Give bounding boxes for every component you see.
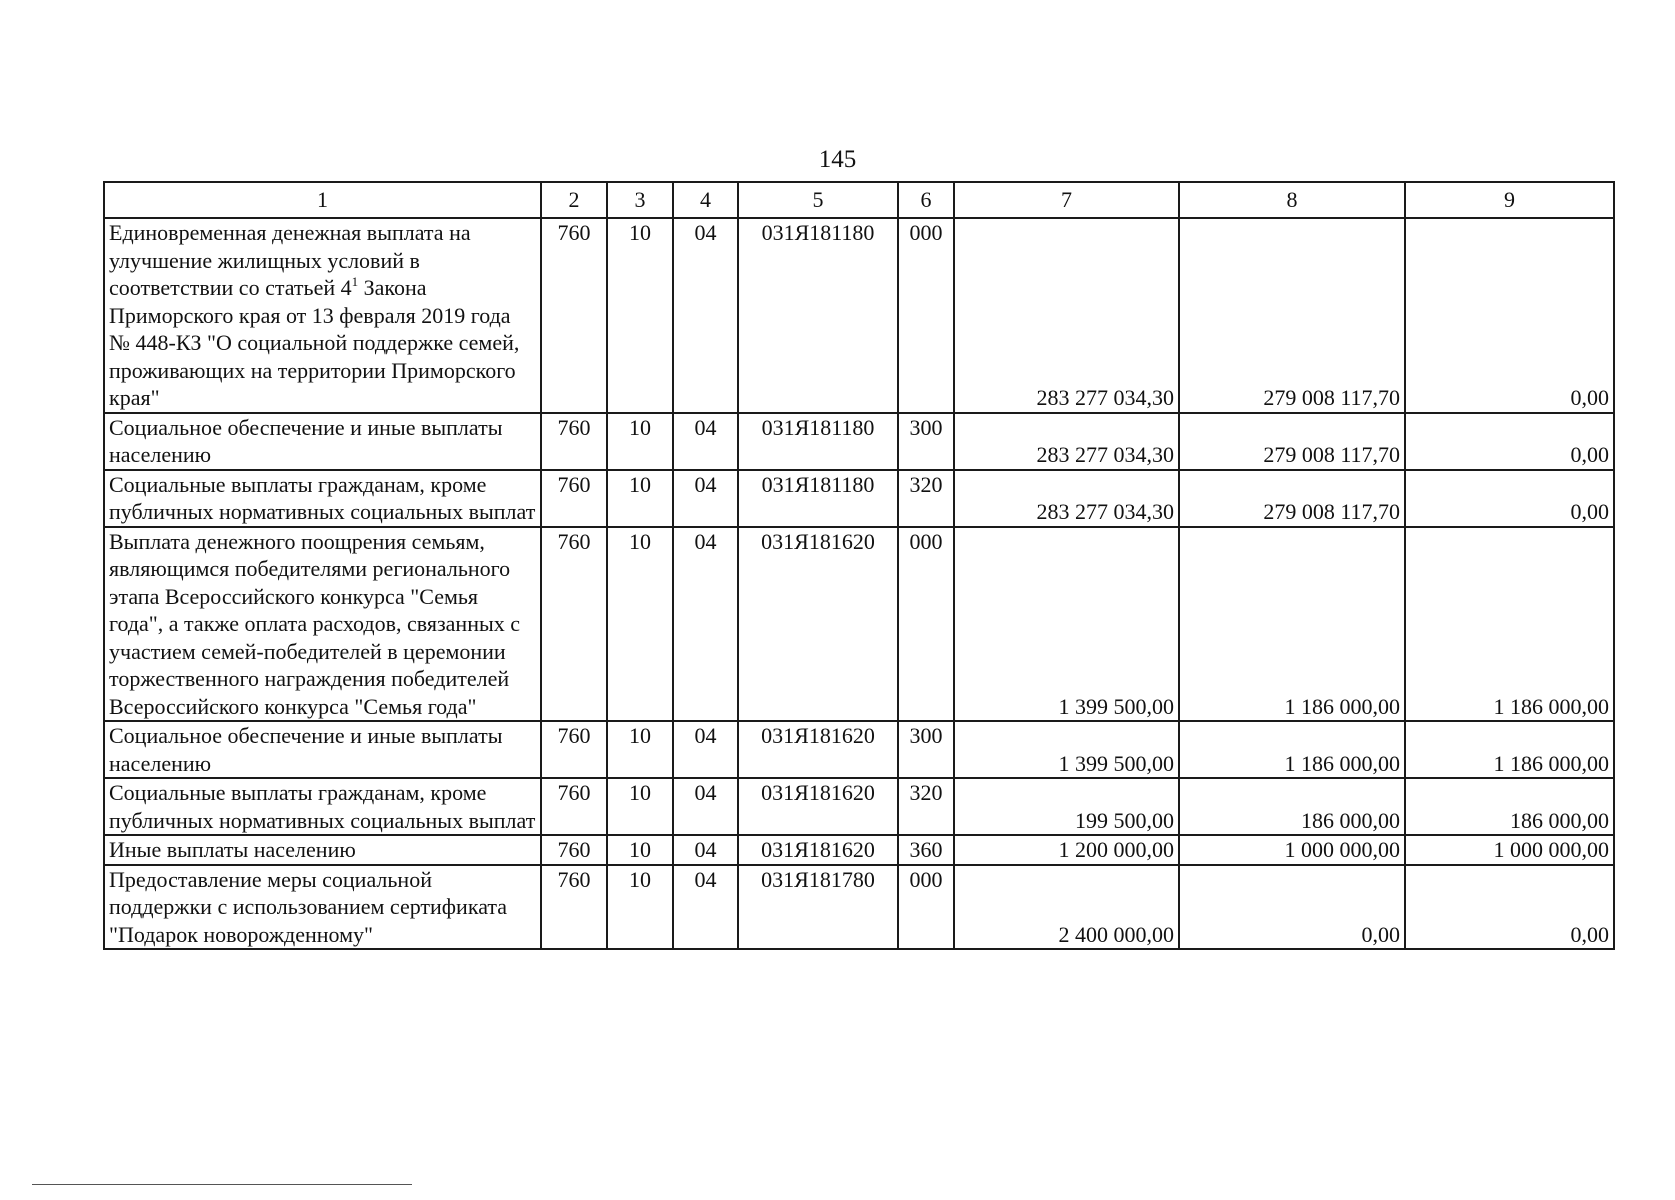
amount-col7: 283 277 034,30 bbox=[954, 470, 1179, 527]
table-row bbox=[104, 865, 1614, 950]
amount-col8: 1 186 000,00 bbox=[1179, 527, 1405, 722]
amount-col7: 1 399 500,00 bbox=[954, 527, 1179, 722]
row-description: Социальное обеспечение и иные выплаты населению bbox=[104, 721, 541, 778]
section-code: 10 bbox=[607, 218, 673, 413]
target-article-code: 031Я181780 bbox=[738, 865, 898, 950]
target-article-code: 031Я181180 bbox=[738, 470, 898, 527]
table-header-row bbox=[104, 182, 1614, 218]
article-superscript: 1 bbox=[351, 274, 359, 289]
ministry-code: 760 bbox=[541, 865, 607, 950]
target-article-code: 031Я181620 bbox=[738, 778, 898, 835]
amount-col8: 279 008 117,70 bbox=[1179, 413, 1405, 470]
column-header: 2 bbox=[541, 182, 607, 218]
amount-col9: 186 000,00 bbox=[1405, 778, 1614, 835]
subsection-code: 04 bbox=[673, 527, 738, 722]
expense-type-code: 000 bbox=[898, 865, 954, 950]
amount-col7: 1 399 500,00 bbox=[954, 721, 1179, 778]
subsection-code: 04 bbox=[673, 721, 738, 778]
column-header: 8 bbox=[1179, 182, 1405, 218]
amount-col9: 1 186 000,00 bbox=[1405, 527, 1614, 722]
column-header: 1 bbox=[104, 182, 541, 218]
subsection-code: 04 bbox=[673, 865, 738, 950]
table-row bbox=[104, 721, 1614, 778]
amount-col8: 279 008 117,70 bbox=[1179, 470, 1405, 527]
column-header: 4 bbox=[673, 182, 738, 218]
column-header: 6 bbox=[898, 182, 954, 218]
description-text: Закона Приморского края от 13 февраля 2019 года № 448-КЗ "О социальной поддержке семей, проживающих на территории Приморского края" bbox=[109, 275, 520, 410]
column-header: 5 bbox=[738, 182, 898, 218]
footnote-separator bbox=[32, 1184, 412, 1185]
section-code: 10 bbox=[607, 778, 673, 835]
amount-col8: 1 186 000,00 bbox=[1179, 721, 1405, 778]
amount-col8: 186 000,00 bbox=[1179, 778, 1405, 835]
target-article-code: 031Я181620 bbox=[738, 527, 898, 722]
amount-col7: 199 500,00 bbox=[954, 778, 1179, 835]
ministry-code: 760 bbox=[541, 413, 607, 470]
amount-col9: 0,00 bbox=[1405, 865, 1614, 950]
row-description bbox=[104, 218, 541, 413]
row-description: Выплата денежного поощрения семьям, являющимся победителями регионального этапа Всероссийского конкурса "Семья года", а также оплата расходов, связанных с участием семей-победителей в церемонии торжественного награждения победителей Всероссийского конкурса "Семья года" bbox=[104, 527, 541, 722]
budget-table bbox=[103, 181, 1615, 950]
amount-col7: 2 400 000,00 bbox=[954, 865, 1179, 950]
row-description: Социальные выплаты гражданам, кроме публичных нормативных социальных выплат bbox=[104, 778, 541, 835]
section-code: 10 bbox=[607, 721, 673, 778]
subsection-code: 04 bbox=[673, 413, 738, 470]
target-article-code: 031Я181180 bbox=[738, 413, 898, 470]
target-article-code: 031Я181180 bbox=[738, 218, 898, 413]
row-description: Иные выплаты населению bbox=[104, 835, 541, 865]
expense-type-code: 320 bbox=[898, 778, 954, 835]
row-description: Социальное обеспечение и иные выплаты населению bbox=[104, 413, 541, 470]
amount-col7: 1 200 000,00 bbox=[954, 835, 1179, 865]
table-row bbox=[104, 778, 1614, 835]
amount-col9: 0,00 bbox=[1405, 218, 1614, 413]
ministry-code: 760 bbox=[541, 470, 607, 527]
amount-col9: 1 186 000,00 bbox=[1405, 721, 1614, 778]
section-code: 10 bbox=[607, 527, 673, 722]
row-description: Предоставление меры социальной поддержки с использованием сертификата "Подарок новорожденному" bbox=[104, 865, 541, 950]
expense-type-code: 300 bbox=[898, 413, 954, 470]
subsection-code: 04 bbox=[673, 470, 738, 527]
expense-type-code: 360 bbox=[898, 835, 954, 865]
table-row bbox=[104, 470, 1614, 527]
amount-col9: 0,00 bbox=[1405, 413, 1614, 470]
target-article-code: 031Я181620 bbox=[738, 835, 898, 865]
page-number: 145 bbox=[818, 146, 857, 173]
table-row bbox=[104, 218, 1614, 413]
ministry-code: 760 bbox=[541, 527, 607, 722]
amount-col7: 283 277 034,30 bbox=[954, 218, 1179, 413]
expense-type-code: 320 bbox=[898, 470, 954, 527]
target-article-code: 031Я181620 bbox=[738, 721, 898, 778]
ministry-code: 760 bbox=[541, 218, 607, 413]
column-header: 7 bbox=[954, 182, 1179, 218]
ministry-code: 760 bbox=[541, 778, 607, 835]
ministry-code: 760 bbox=[541, 721, 607, 778]
amount-col7: 283 277 034,30 bbox=[954, 413, 1179, 470]
section-code: 10 bbox=[607, 413, 673, 470]
row-description: Социальные выплаты гражданам, кроме публичных нормативных социальных выплат bbox=[104, 470, 541, 527]
section-code: 10 bbox=[607, 470, 673, 527]
amount-col8: 279 008 117,70 bbox=[1179, 218, 1405, 413]
expense-type-code: 300 bbox=[898, 721, 954, 778]
expense-type-code: 000 bbox=[898, 527, 954, 722]
section-code: 10 bbox=[607, 865, 673, 950]
column-header: 9 bbox=[1405, 182, 1614, 218]
expense-type-code: 000 bbox=[898, 218, 954, 413]
table-row bbox=[104, 835, 1614, 865]
subsection-code: 04 bbox=[673, 778, 738, 835]
section-code: 10 bbox=[607, 835, 673, 865]
subsection-code: 04 bbox=[673, 835, 738, 865]
table-row bbox=[104, 527, 1614, 722]
amount-col9: 1 000 000,00 bbox=[1405, 835, 1614, 865]
table-row bbox=[104, 413, 1614, 470]
description-text: Единовременная денежная выплата на улучшение жилищных условий в соответствии со статьей 4 bbox=[109, 220, 471, 300]
amount-col8: 0,00 bbox=[1179, 865, 1405, 950]
amount-col9: 0,00 bbox=[1405, 470, 1614, 527]
subsection-code: 04 bbox=[673, 218, 738, 413]
amount-col8: 1 000 000,00 bbox=[1179, 835, 1405, 865]
column-header: 3 bbox=[607, 182, 673, 218]
ministry-code: 760 bbox=[541, 835, 607, 865]
